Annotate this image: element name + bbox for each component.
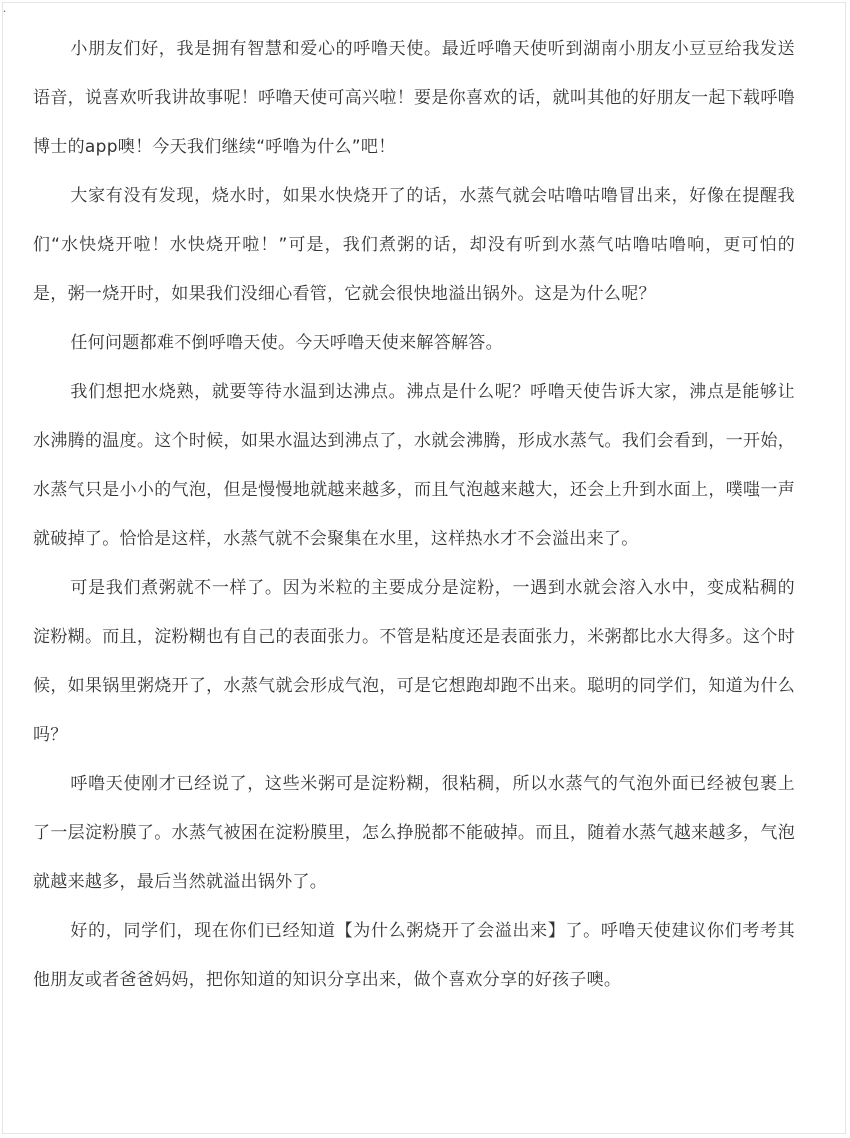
paragraph-1: 小朋友们好，我是拥有智慧和爱心的呼噜天使。最近呼噜天使听到湖南小朋友小豆豆给我发送语音，说喜欢听我讲故事呢！呼噜天使可高兴啦！要是你喜欢的话，就叫其他的好朋友一起下载呼噜博士的app噢！今天我们继续“呼噜为什么”吧！ xyxy=(33,39,795,157)
stray-mark: . xyxy=(3,1,6,15)
paragraph-2: 大家有没有发现，烧水时，如果水快烧开了的话，水蒸气就会咕噜咕噜冒出来，好像在提醒我们“水快烧开啦！水快烧开啦！”可是，我们煮粥的话，却没有听到水蒸气咕噜咕噜响，更可怕的是，粥一烧开时，如果我们没细心看管，它就会很快地溢出锅外。这是为什么呢？ xyxy=(33,186,795,304)
paragraph-6: 呼噜天使刚才已经说了，这些米粥可是淀粉糊，很粘稠，所以水蒸气的气泡外面已经被包裹上了一层淀粉膜了。水蒸气被困在淀粉膜里，怎么挣脱都不能破掉。而且，随着水蒸气越来越多，气泡就越来越多，最后当然就溢出锅外了。 xyxy=(33,774,795,892)
article-body xyxy=(33,25,795,1005)
document-page xyxy=(2,2,846,1134)
paragraph-4: 我们想把水烧熟，就要等待水温到达沸点。沸点是什么呢？呼噜天使告诉大家，沸点是能够让水沸腾的温度。这个时候，如果水温达到沸点了，水就会沸腾，形成水蒸气。我们会看到，一开始，水蒸气只是小小的气泡，但是慢慢地就越来越多，而且气泡越来越大，还会上升到水面上，噗嗤一声就破掉了。恰恰是这样，水蒸气就不会聚集在水里，这样热水才不会溢出来了。 xyxy=(33,382,795,549)
paragraph-5: 可是我们煮粥就不一样了。因为米粒的主要成分是淀粉，一遇到水就会溶入水中，变成粘稠的淀粉糊。而且，淀粉糊也有自己的表面张力。不管是粘度还是表面张力，米粥都比水大得多。这个时候，如果锅里粥烧开了，水蒸气就会形成气泡，可是它想跑却跑不出来。聪明的同学们，知道为什么吗？ xyxy=(33,578,795,745)
paragraph-7: 好的，同学们，现在你们已经知道【为什么粥烧开了会溢出来】了。呼噜天使建议你们考考其他朋友或者爸爸妈妈，把你知道的知识分享出来，做个喜欢分享的好孩子噢。 xyxy=(33,921,795,990)
paragraph-3: 任何问题都难不倒呼噜天使。今天呼噜天使来解答解答。 xyxy=(70,333,503,353)
